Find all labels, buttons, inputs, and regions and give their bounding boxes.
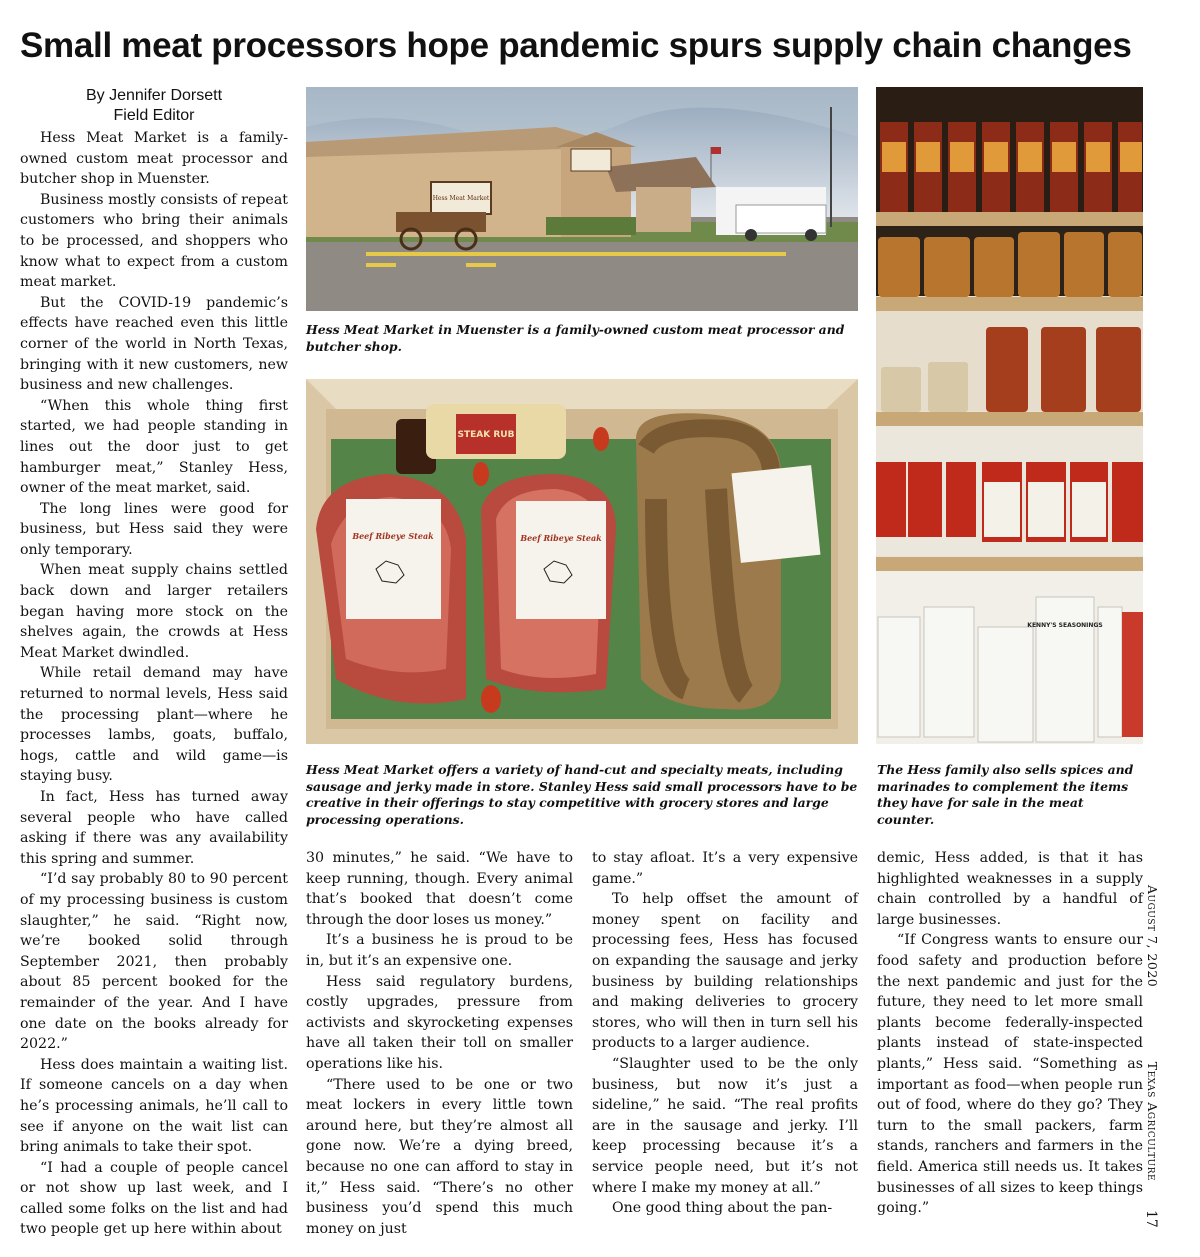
author-title: Field Editor <box>113 107 195 124</box>
paragraph: “I’d say probably 80 to 90 percent of my processing business is custom slaughter,” he said. “Right now, we’re booked solid through September 2021, then probably about 85 percent booked for the remainder of the year. And I have one date on the books already for 2022.” <box>20 871 288 1053</box>
article-column-2 <box>306 848 573 1237</box>
paragraph: The long lines were good for business, but Hess said they were only temporary. <box>20 500 288 558</box>
shelves-photo <box>876 87 1143 744</box>
seasoning-label-text: KENNY'S SEASONINGS <box>1027 622 1103 629</box>
paragraph: “When this whole thing first started, we had people standing in lines out the door just to get hamburger meat,” Stanley Hess, owner of the meat market, said. <box>20 397 288 497</box>
running-footer <box>1142 885 1162 1185</box>
paragraph: One good thing about the pan- <box>612 1200 833 1217</box>
rub-label-text: STEAK RUB <box>457 430 515 440</box>
meats-photo <box>306 379 858 744</box>
byline <box>20 86 288 126</box>
paragraph: But the COVID-19 pandemic’s effects have reached even this little corner of the world in North Texas, bringing with it new customers, new business and new challenges. <box>20 294 288 394</box>
paragraph: to stay afloat. It’s a very expensive game.” <box>592 850 858 887</box>
page-number-text: 17 <box>1143 1210 1159 1228</box>
paragraph: “I had a couple of people cancel or not show up last week, and I called some folks on the list and had two people get up here within about <box>20 1159 288 1238</box>
headline: Small meat processors hope pandemic spurs supply chain changes <box>20 26 1132 65</box>
shelves-caption: The Hess family also sells spices and marinades to complement the items they have for sale in the meat counter. <box>877 762 1134 827</box>
paragraph: While retail demand may have returned to normal levels, Hess said the processing plant—where he processes lambs, goats, buffalo, hogs, cattle and wild game—is staying busy. <box>20 665 288 785</box>
paragraph: To help offset the amount of money spent on facility and processing fees, Hess has focused on expanding the sausage and jerky business by building relationships and making deliveries to grocery stores, who will then in turn sell his products to a larger audience. <box>592 891 858 1052</box>
paragraph: “Slaughter used to be the only business, but now it’s just a sideline,” he said. “The real profits are in the sausage and jerky. I’ll keep processing because it’s a service people need, but it’s not where I make my money at all.” <box>592 1055 858 1196</box>
article-column-1 <box>20 128 288 1238</box>
paragraph: “If Congress wants to ensure our food safety and production before the next pandemic and just for the future, they need to let more small plants become federally-inspected plants instead of state-inspected plants,” Hess said. “Something as important as food—when people run out of food, where do they go? They turn to the small packers, farm stands, ranchers and farmers in the field. America still needs us. It takes businesses of all sizes to keep things going.” <box>877 932 1143 1217</box>
author-name: By Jennifer Dorsett <box>85 87 223 104</box>
paragraph: 30 minutes,” he said. “We have to keep running, though. Every animal that’s booked that doesn’t come through the door loses us money.” <box>306 850 573 928</box>
footer-date: August 7, 2020 <box>1145 885 1160 988</box>
steak-label-text-right: Beef Ribeye Steak <box>520 533 602 543</box>
paragraph: demic, Hess added, is that it has highlighted weaknesses in a supply chain controlled by a handful of large businesses. <box>877 850 1143 928</box>
article-column-4 <box>877 848 1143 1228</box>
article-column-3 <box>592 848 858 1228</box>
paragraph: When meat supply chains settled back down and larger retailers began having more stock on the shelves again, the crowds at Hess Meat Market dwindled. <box>20 562 288 661</box>
paragraph: In fact, Hess has turned away several people who have called asking if there was any availability this spring and summer. <box>20 789 288 867</box>
paragraph: Business mostly consists of repeat customers who bring their animals to be processed, and shoppers who know what to expect from a custom meat market. <box>20 191 288 291</box>
paragraph: It’s a business he is proud to be in, but it’s an expensive one. <box>306 932 573 969</box>
storefront-caption: Hess Meat Market in Muenster is a family-owned custom meat processor and butcher shop. <box>306 322 845 354</box>
paragraph: Hess said regulatory burdens, costly upgrades, pressure from activists and skyrocketing expenses have all taken their toll on smaller operations like his. <box>306 973 573 1072</box>
storefront-photo <box>306 87 858 311</box>
steak-label-text-left: Beef Ribeye Steak <box>352 531 434 541</box>
paragraph: “There used to be one or two meat lockers in every little town around here, but they’re almost all gone now. We’re a dying breed, because no one can afford to stay in it,” Hess said. “There’s no other business you’d spend this much money on just <box>306 1076 573 1237</box>
store-sign-text: Hess Meat Market <box>432 195 490 202</box>
meats-caption: Hess Meat Market offers a variety of hand-cut and specialty meats, including sausage and jerky made in store. Stanley Hess said small processors have to be creative in their offerings to stay competitive with grocery stores and large processing operations. <box>306 762 858 827</box>
footer-publication: Texas Agriculture <box>1145 1061 1160 1182</box>
paragraph: Hess does maintain a waiting list. If someone cancels on a day when he’s processing animals, he’ll call to see if anyone on the wait list can bring animals to take their spot. <box>20 1056 288 1156</box>
paragraph: Hess Meat Market is a family-owned custom meat processor and butcher shop in Muenster. <box>20 130 288 188</box>
page-number <box>1142 1210 1162 1240</box>
